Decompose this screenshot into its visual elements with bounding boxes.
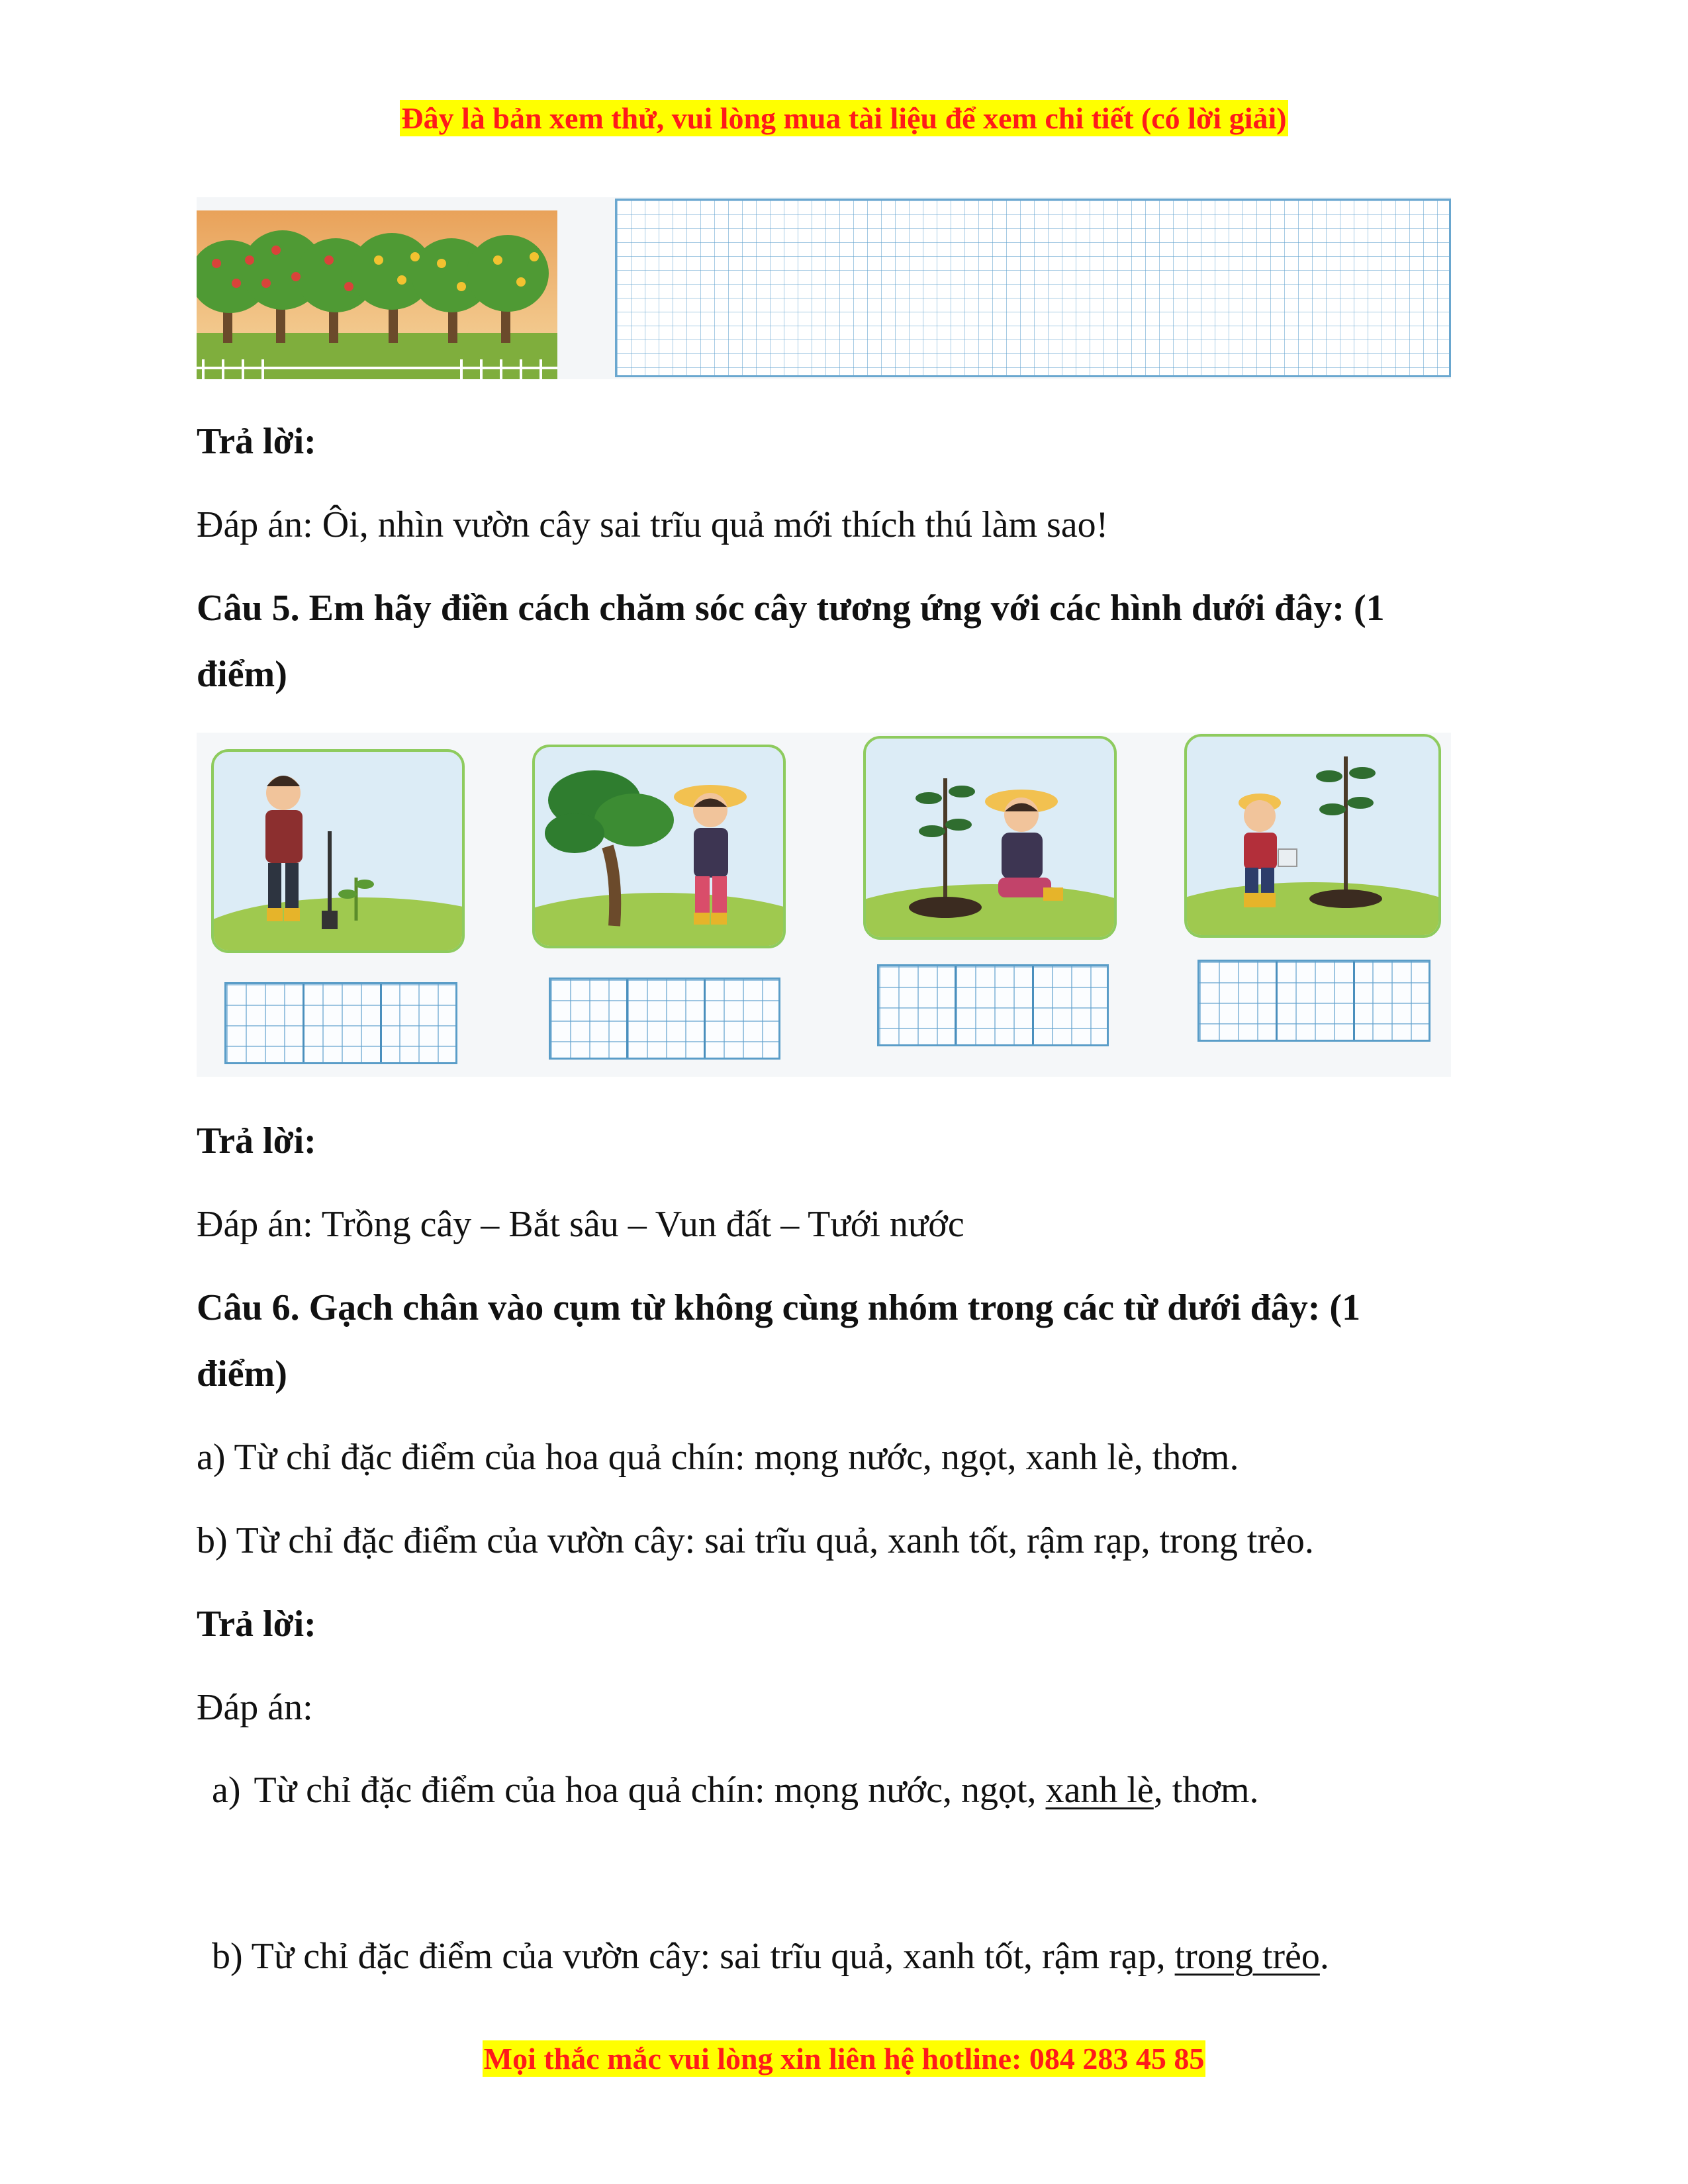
- underlined-phrase: xanh lè: [1045, 1770, 1154, 1811]
- watering-illustration: [1187, 737, 1438, 935]
- question-item-a: a) Từ chỉ đặc điểm của hoa quả chín: mọng nước, ngọt, xanh lè, thơm.: [197, 1437, 1239, 1478]
- catching-insects-illustration: [535, 747, 783, 946]
- catching-insects-picture: [532, 745, 786, 948]
- hilling-soil-picture: [863, 736, 1117, 940]
- answer-text: Đáp án: Ôi, nhìn vườn cây sai trĩu quả mới thích thú làm sao!: [197, 504, 1109, 545]
- answer-item-a-text: Từ chỉ đặc điểm của hoa quả chín: mọng nước, ngọt,: [254, 1770, 1046, 1811]
- answer-grid: [877, 964, 1109, 1046]
- writing-grid: [615, 199, 1451, 377]
- question-item-b: b) Từ chỉ đặc điểm của vườn cây: sai trĩu quả, xanh tốt, rậm rạp, trong trẻo.: [197, 1520, 1314, 1561]
- planting-illustration: [214, 752, 462, 950]
- answer-label: Trả lời:: [197, 1604, 316, 1645]
- question-title-cont: điểm): [197, 654, 287, 695]
- orchard-figure: [197, 197, 1451, 379]
- question-title: Câu 5. Em hãy điền cách chăm sóc cây tương ứng với các hình dưới đây: (1: [197, 588, 1385, 629]
- underlined-phrase: trong trẻo: [1174, 1936, 1320, 1977]
- hotline-footer: Mọi thắc mắc vui lòng xin liên hệ hotline: 084 283 45 85: [483, 2042, 1205, 2075]
- answer-label: Trả lời:: [197, 1120, 316, 1161]
- hilling-soil-illustration: [866, 739, 1114, 937]
- orchard-illustration: [197, 197, 557, 379]
- answer-grid: [224, 982, 457, 1064]
- list-marker: a): [212, 1770, 241, 1811]
- answer-item-a-end: , thơm.: [1153, 1770, 1259, 1811]
- answer-item-b-text: b) Từ chỉ đặc điểm của vườn cây: sai trĩu quả, xanh tốt, rậm rạp,: [212, 1936, 1175, 1977]
- answer-prefix: Đáp án:: [197, 1687, 313, 1728]
- plant-care-figure: [197, 733, 1451, 1077]
- question-title-cont: điểm): [197, 1353, 287, 1394]
- answer-text: Đáp án: Trồng cây – Bắt sâu – Vun đất – Tưới nước: [197, 1204, 964, 1245]
- answer-item-a: [212, 1767, 1259, 1813]
- preview-notice: Đây là bản xem thử, vui lòng mua tài liệu để xem chi tiết (có lời giải): [401, 101, 1287, 135]
- answer-item-b-end: .: [1319, 1936, 1329, 1977]
- answer-item-b: [212, 1933, 1329, 1979]
- question-title: Câu 6. Gạch chân vào cụm từ không cùng nhóm trong các từ dưới đây: (1: [197, 1287, 1361, 1328]
- answer-grid: [549, 978, 780, 1060]
- answer-label: Trả lời:: [197, 421, 316, 462]
- answer-grid: [1197, 960, 1430, 1042]
- planting-picture: [211, 749, 465, 953]
- watering-picture: [1184, 734, 1441, 938]
